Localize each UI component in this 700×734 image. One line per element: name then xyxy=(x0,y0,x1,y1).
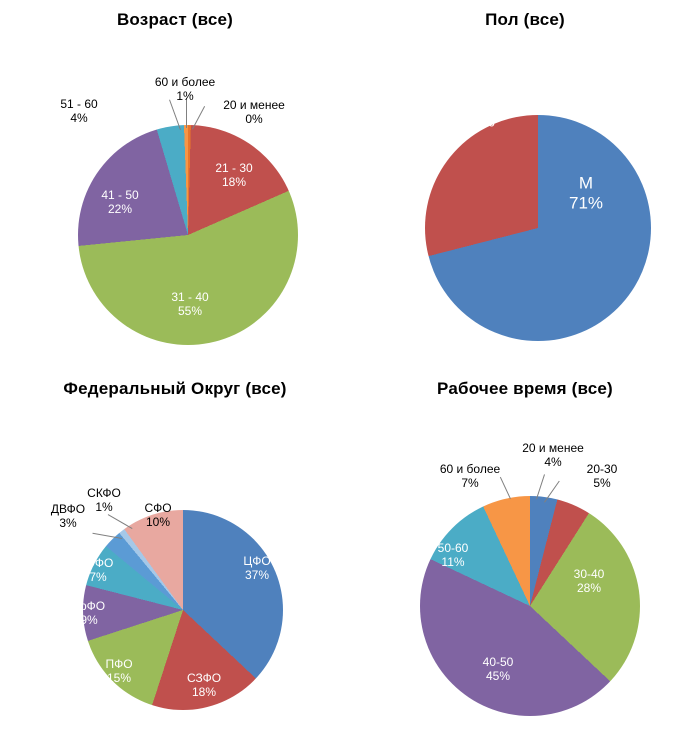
slice-label-name: Ж xyxy=(470,91,486,111)
page-title-gender: Пол (все) xyxy=(485,10,565,29)
page-title-worktime: Рабочее время (все) xyxy=(437,379,613,398)
slice-label-value: 71% xyxy=(568,193,604,212)
pie-chart-gender xyxy=(350,30,700,350)
slice-label-district-sfo xyxy=(144,502,171,530)
slice-label-gender-f xyxy=(461,91,495,130)
chart-panel-gender xyxy=(350,0,700,367)
slice-label-name: СФО xyxy=(144,501,172,516)
slice-label-name: 50-60 xyxy=(437,541,469,556)
slice-label-age-41-50 xyxy=(101,189,138,217)
page-title-district: Федеральный Округ (все) xyxy=(63,379,287,398)
slice-label-value: 45% xyxy=(485,669,511,683)
slice-label-value: 7% xyxy=(461,476,479,490)
slice-label-value: 18% xyxy=(221,175,247,189)
slice-label-name: 30-40 xyxy=(573,567,605,582)
slice-label-name: 40-50 xyxy=(482,655,514,670)
slice-label-value: 4% xyxy=(544,455,562,469)
slice-label-name: ЦФО xyxy=(243,554,271,569)
slice-label-district-skfo xyxy=(87,487,121,515)
slice-label-value: 0% xyxy=(245,112,263,126)
slice-label-name: 41 - 50 xyxy=(101,188,139,203)
slice-label-value: 7% xyxy=(89,570,107,584)
slice-label-district-dvfo xyxy=(51,503,85,531)
pie-graphic-gender xyxy=(425,115,651,341)
page-title-age: Возраст (все) xyxy=(116,10,234,29)
slice-label-worktime-20less xyxy=(522,442,584,470)
slice-label-value: 3% xyxy=(59,516,77,530)
slice-label-name: СКФО xyxy=(87,486,121,501)
chart-panel-district xyxy=(0,367,350,734)
slice-label-district-urfo xyxy=(73,600,105,628)
slice-label-worktime-30-40 xyxy=(574,568,605,596)
slice-label-value: 1% xyxy=(95,500,113,514)
slice-label-value: 11% xyxy=(441,555,465,569)
chart-panel-worktime xyxy=(350,367,700,734)
slice-label-age-51-60 xyxy=(60,98,97,126)
slice-label-name: СЗФО xyxy=(186,671,222,686)
slice-label-name: ЮФО xyxy=(82,556,114,571)
slice-label-name: ДВФО xyxy=(50,502,86,517)
slice-label-value: 5% xyxy=(593,476,611,490)
slice-label-value: 22% xyxy=(107,202,133,216)
pie-chart-worktime xyxy=(350,399,700,719)
slice-label-name: 20 и менее xyxy=(223,98,285,113)
slice-label-value: 55% xyxy=(177,304,203,318)
slice-label-name: 51 - 60 xyxy=(60,97,98,112)
pie-slices-worktime xyxy=(420,496,640,716)
slice-label-name: 21 - 30 xyxy=(215,161,253,176)
pie-graphic-worktime xyxy=(420,496,640,716)
slice-label-name: 60 и более xyxy=(154,75,216,90)
slice-label-value: 15% xyxy=(106,671,132,685)
slice-label-name: ПФО xyxy=(105,657,133,672)
slice-label-value: 18% xyxy=(191,685,217,699)
pie-slices-gender xyxy=(425,115,651,341)
slice-label-gender-m xyxy=(569,173,603,212)
slice-label-worktime-60plus xyxy=(440,463,500,491)
slice-label-district-ufo xyxy=(83,557,114,585)
slice-label-district-cfo xyxy=(243,555,270,583)
slice-label-name: 60 и более xyxy=(439,462,501,477)
slice-label-name: М xyxy=(578,173,594,193)
slice-label-age-21-30 xyxy=(215,162,252,190)
slice-label-value: 4% xyxy=(70,111,88,125)
slice-label-name: 31 - 40 xyxy=(171,290,209,305)
slice-label-value: 37% xyxy=(244,568,270,582)
slice-label-age-60plus xyxy=(155,76,215,104)
slice-label-value: 29% xyxy=(460,111,496,130)
slice-label-age-31-40 xyxy=(171,291,208,319)
slice-label-worktime-50-60 xyxy=(438,542,469,570)
slice-label-value: 9% xyxy=(80,613,98,627)
chart-panel-age xyxy=(0,0,350,367)
slice-label-name: 20-30 xyxy=(586,462,618,477)
slice-label-value: 28% xyxy=(576,581,602,595)
slice-label-worktime-40-50 xyxy=(483,656,514,684)
slice-label-value: 1% xyxy=(176,89,194,103)
pie-chart-district xyxy=(0,399,350,719)
slice-label-age-20less xyxy=(223,99,285,127)
pie-chart-age xyxy=(0,30,350,350)
slice-label-worktime-20-30 xyxy=(587,463,618,491)
slice-label-name: 20 и менее xyxy=(522,441,584,456)
slice-label-district-pfo xyxy=(105,658,132,686)
slice-label-value: 10% xyxy=(145,515,171,529)
slice-label-district-szfo xyxy=(187,672,221,700)
slice-label-name: УрФО xyxy=(72,599,106,614)
